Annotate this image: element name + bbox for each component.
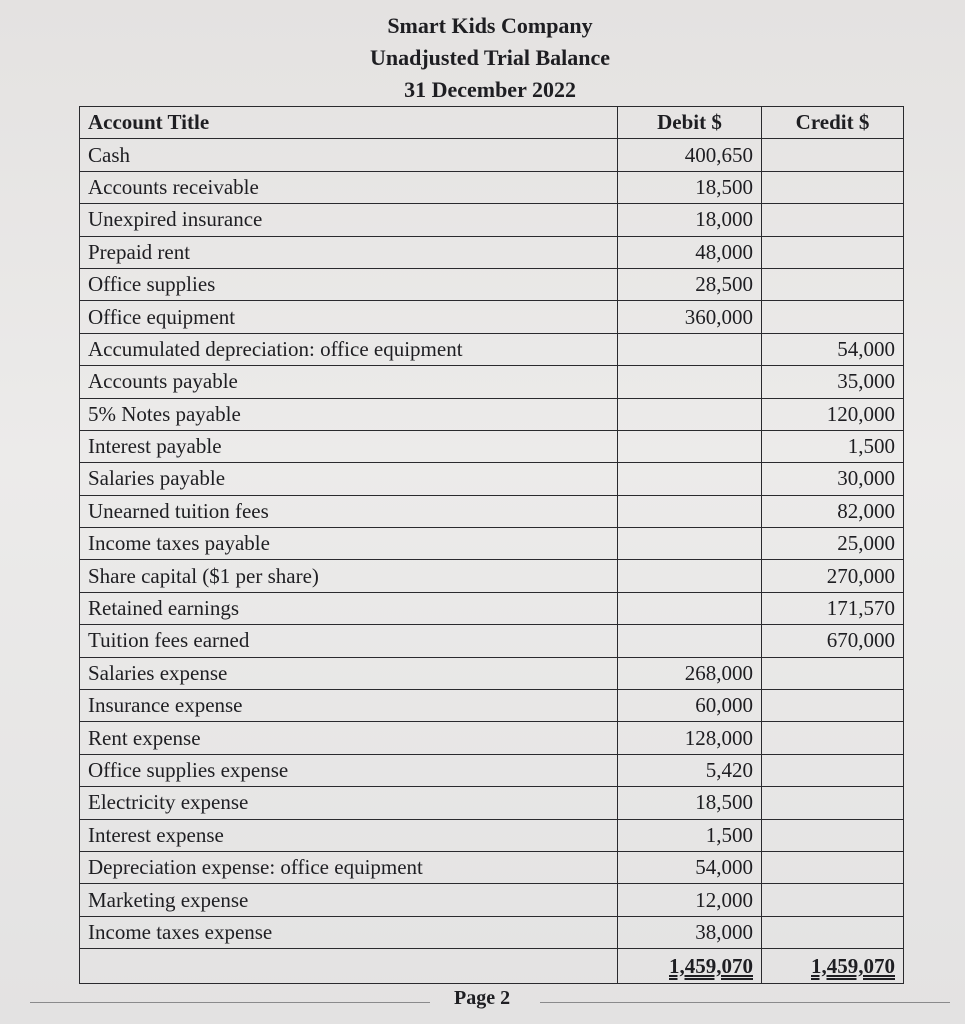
- credit-cell: 171,570: [762, 592, 904, 624]
- report-header: [260, 10, 720, 106]
- credit-cell: 670,000: [762, 625, 904, 657]
- total-debit-value: 1,459,070: [669, 953, 753, 978]
- totals-label-cell: [80, 949, 618, 984]
- credit-cell: [762, 301, 904, 333]
- account-cell: Electricity expense: [80, 787, 618, 819]
- table-row: [80, 366, 904, 398]
- table-row: [80, 495, 904, 527]
- debit-cell: 268,000: [618, 657, 762, 689]
- table-row: [80, 916, 904, 948]
- account-cell: Income taxes payable: [80, 528, 618, 560]
- table-row: [80, 398, 904, 430]
- debit-cell: 400,650: [618, 139, 762, 171]
- credit-cell: [762, 754, 904, 786]
- table-row: [80, 171, 904, 203]
- table-row: [80, 722, 904, 754]
- table-row: [80, 754, 904, 786]
- credit-cell: [762, 204, 904, 236]
- credit-cell: [762, 819, 904, 851]
- credit-cell: [762, 851, 904, 883]
- table-row: [80, 430, 904, 462]
- debit-cell: [618, 625, 762, 657]
- total-credit-value: 1,459,070: [811, 953, 895, 978]
- account-cell: Interest payable: [80, 430, 618, 462]
- debit-cell: 128,000: [618, 722, 762, 754]
- table-row: [80, 657, 904, 689]
- debit-cell: [618, 333, 762, 365]
- debit-cell: [618, 495, 762, 527]
- account-cell: Unexpired insurance: [80, 204, 618, 236]
- credit-cell: [762, 722, 904, 754]
- account-cell: Unearned tuition fees: [80, 495, 618, 527]
- credit-cell: [762, 139, 904, 171]
- table-row: [80, 819, 904, 851]
- total-credit-cell: [762, 949, 904, 984]
- account-cell: Office supplies expense: [80, 754, 618, 786]
- account-cell: Interest expense: [80, 819, 618, 851]
- debit-cell: 60,000: [618, 690, 762, 722]
- account-cell: Salaries expense: [80, 657, 618, 689]
- table-row: [80, 625, 904, 657]
- table-row: [80, 301, 904, 333]
- credit-cell: [762, 916, 904, 948]
- table-header-row: [80, 107, 904, 139]
- account-cell: Accounts receivable: [80, 171, 618, 203]
- column-header-account: Account Title: [80, 107, 618, 139]
- debit-cell: 360,000: [618, 301, 762, 333]
- account-cell: Accounts payable: [80, 366, 618, 398]
- table-row: [80, 560, 904, 592]
- debit-cell: 38,000: [618, 916, 762, 948]
- account-cell: Office equipment: [80, 301, 618, 333]
- table-row: [80, 884, 904, 916]
- credit-cell: 82,000: [762, 495, 904, 527]
- debit-cell: [618, 398, 762, 430]
- table-row: [80, 463, 904, 495]
- debit-cell: 12,000: [618, 884, 762, 916]
- debit-cell: [618, 528, 762, 560]
- credit-cell: 25,000: [762, 528, 904, 560]
- account-cell: Marketing expense: [80, 884, 618, 916]
- account-cell: Insurance expense: [80, 690, 618, 722]
- total-debit-cell: [618, 949, 762, 984]
- page-footer: [0, 985, 965, 1015]
- account-cell: Accumulated depreciation: office equipment: [80, 333, 618, 365]
- credit-cell: 30,000: [762, 463, 904, 495]
- account-cell: Tuition fees earned: [80, 625, 618, 657]
- debit-cell: 18,500: [618, 171, 762, 203]
- account-cell: Share capital ($1 per share): [80, 560, 618, 592]
- debit-cell: 5,420: [618, 754, 762, 786]
- credit-cell: 1,500: [762, 430, 904, 462]
- account-cell: Retained earnings: [80, 592, 618, 624]
- credit-cell: [762, 171, 904, 203]
- totals-row: [80, 949, 904, 984]
- trial-balance-table: [79, 106, 904, 984]
- account-cell: Rent expense: [80, 722, 618, 754]
- debit-cell: [618, 463, 762, 495]
- account-cell: Depreciation expense: office equipment: [80, 851, 618, 883]
- table-row: [80, 268, 904, 300]
- debit-cell: [618, 430, 762, 462]
- debit-cell: 28,500: [618, 268, 762, 300]
- table-row: [80, 204, 904, 236]
- column-header-debit: Debit $: [618, 107, 762, 139]
- credit-cell: [762, 236, 904, 268]
- debit-cell: [618, 592, 762, 624]
- debit-cell: [618, 560, 762, 592]
- credit-cell: 120,000: [762, 398, 904, 430]
- credit-cell: [762, 787, 904, 819]
- table-row: [80, 333, 904, 365]
- debit-cell: 1,500: [618, 819, 762, 851]
- table-row: [80, 528, 904, 560]
- debit-cell: 18,500: [618, 787, 762, 819]
- report-title: Unadjusted Trial Balance: [370, 45, 610, 70]
- credit-cell: [762, 268, 904, 300]
- table-row: [80, 787, 904, 819]
- credit-cell: [762, 657, 904, 689]
- debit-cell: 54,000: [618, 851, 762, 883]
- table-row: [80, 690, 904, 722]
- footer-rule-right: [540, 1002, 950, 1003]
- credit-cell: 54,000: [762, 333, 904, 365]
- account-cell: Prepaid rent: [80, 236, 618, 268]
- debit-cell: 48,000: [618, 236, 762, 268]
- column-header-credit: Credit $: [762, 107, 904, 139]
- debit-cell: 18,000: [618, 204, 762, 236]
- table-row: [80, 851, 904, 883]
- credit-cell: [762, 690, 904, 722]
- account-cell: Income taxes expense: [80, 916, 618, 948]
- footer-rule-left: [30, 1002, 430, 1003]
- company-name: Smart Kids Company: [387, 13, 593, 38]
- report-date: 31 December 2022: [404, 77, 576, 102]
- credit-cell: [762, 884, 904, 916]
- account-cell: Salaries payable: [80, 463, 618, 495]
- account-cell: 5% Notes payable: [80, 398, 618, 430]
- table-row: [80, 592, 904, 624]
- credit-cell: 270,000: [762, 560, 904, 592]
- debit-cell: [618, 366, 762, 398]
- table-row: [80, 139, 904, 171]
- page-number: Page 2: [454, 987, 511, 1009]
- credit-cell: 35,000: [762, 366, 904, 398]
- account-cell: Cash: [80, 139, 618, 171]
- table-row: [80, 236, 904, 268]
- account-cell: Office supplies: [80, 268, 618, 300]
